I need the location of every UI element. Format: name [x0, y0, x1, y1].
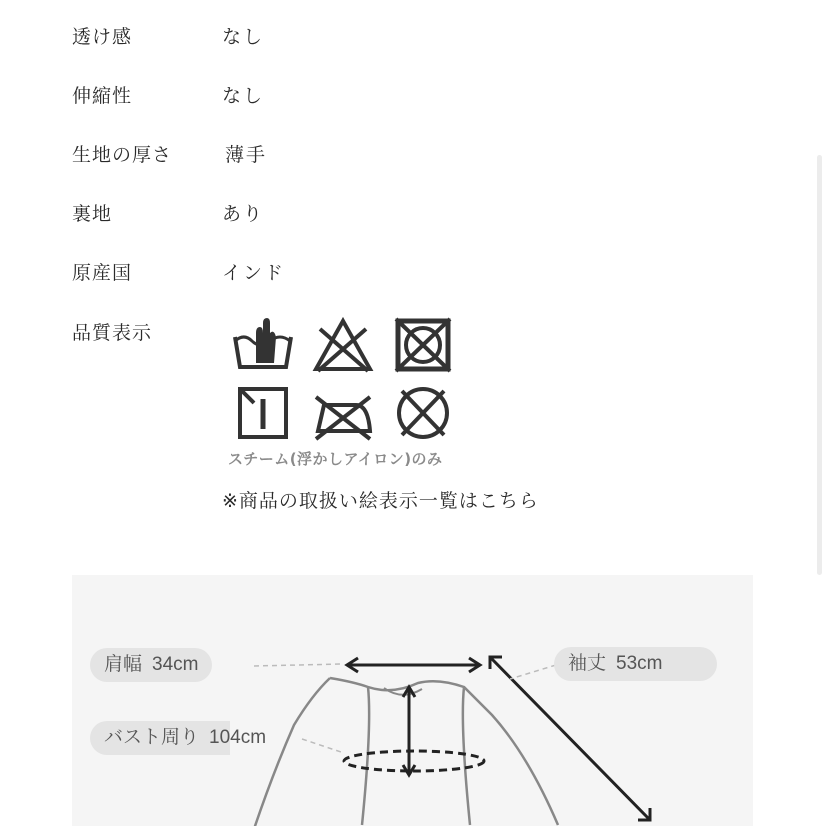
size-value: 53cm — [616, 653, 663, 674]
size-chart-panel — [72, 575, 753, 826]
size-pill-sleeve — [554, 647, 717, 681]
spec-row-thickness — [0, 140, 826, 170]
size-pill-bust — [90, 721, 284, 755]
spec-value: なし — [222, 85, 265, 107]
spec-label: 裏地 — [72, 203, 113, 225]
spec-value: なし — [222, 26, 265, 48]
size-name: 袖丈 — [568, 653, 607, 674]
scrollbar[interactable] — [812, 0, 826, 826]
spec-row-lining — [0, 199, 826, 229]
spec-label: 伸縮性 — [72, 85, 133, 107]
spec-value: あり — [222, 203, 265, 225]
hand-wash-icon — [230, 315, 296, 375]
size-value: 104cm — [209, 727, 267, 748]
spec-label: 生地の厚さ — [72, 144, 173, 166]
no-tumble-dry-icon — [390, 315, 456, 375]
care-symbols-link[interactable]: ※商品の取扱い絵表示一覧はこちら — [222, 490, 539, 512]
garment-outline-diagram — [72, 575, 753, 826]
size-value: 34cm — [152, 654, 199, 675]
spec-value: インド — [222, 262, 286, 284]
spec-row-origin — [0, 258, 826, 288]
spec-label: 透け感 — [72, 26, 133, 48]
spec-label: 品質表示 — [72, 322, 153, 344]
spec-label: 原産国 — [72, 262, 133, 284]
size-name: 肩幅 — [104, 654, 143, 675]
scrollbar-thumb[interactable] — [817, 155, 822, 575]
care-label-icons — [230, 315, 470, 445]
no-iron-icon — [310, 383, 376, 443]
no-dry-clean-icon — [390, 383, 456, 443]
spec-row-stretch — [0, 81, 826, 111]
care-note: スチーム(浮かしアイロン)のみ — [228, 450, 443, 468]
size-pill-shoulder — [90, 648, 212, 682]
spec-row-transparency — [0, 22, 826, 52]
drip-dry-shade-icon — [230, 383, 296, 443]
no-bleach-icon — [310, 315, 376, 375]
size-name: バスト周り — [104, 727, 200, 748]
spec-value: 薄手 — [225, 144, 268, 166]
